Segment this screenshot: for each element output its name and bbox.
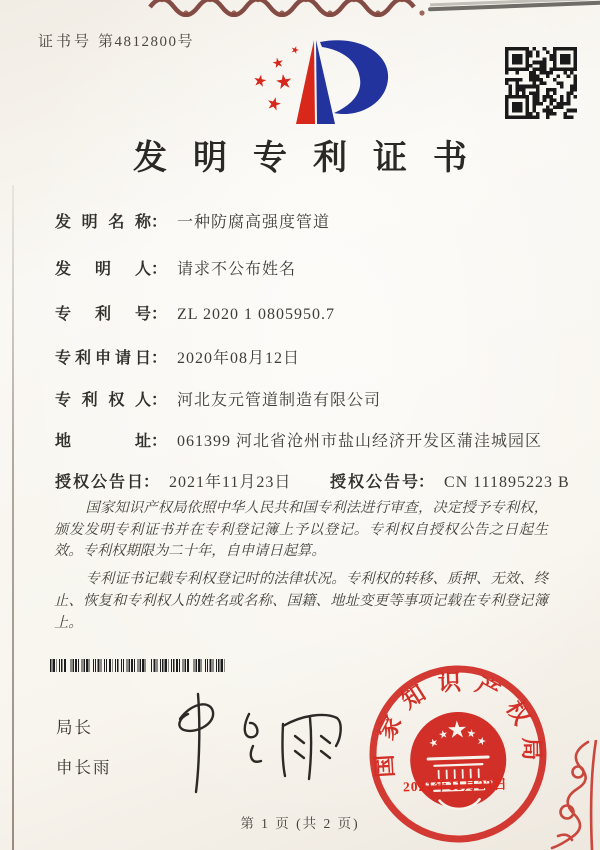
field-value: 一种防腐高强度管道 bbox=[177, 214, 331, 231]
field-invention-name bbox=[55, 209, 330, 231]
field-label: 专利申请日 bbox=[55, 350, 151, 367]
field-colon: ： bbox=[151, 350, 168, 367]
field-label: 发明人 bbox=[55, 261, 151, 278]
page-number: 第 1 页 (共 2 页) bbox=[240, 816, 360, 831]
field-patent-number bbox=[55, 301, 335, 323]
field-colon: ： bbox=[418, 474, 435, 491]
handwritten-signature-icon bbox=[152, 688, 352, 800]
field-value: CN 111895223 B bbox=[444, 474, 570, 491]
signer-title: 局长 bbox=[56, 718, 93, 737]
cnipa-logo-icon bbox=[238, 34, 404, 128]
field-label: 发明名称 bbox=[55, 214, 151, 231]
field-colon: ： bbox=[151, 306, 168, 323]
qr-code bbox=[505, 47, 577, 119]
field-inventor bbox=[55, 256, 296, 278]
field-value: 2021年11月23日 bbox=[169, 474, 292, 491]
certificate-number bbox=[38, 30, 194, 51]
certificate-number-label: 证书号 bbox=[38, 34, 93, 50]
signer-name: 申长雨 bbox=[56, 758, 112, 777]
field-label: 授权公告号 bbox=[330, 474, 418, 491]
signer-block bbox=[56, 714, 112, 794]
field-address bbox=[55, 428, 542, 450]
field-value: 2020年08月12日 bbox=[177, 350, 301, 367]
field-colon: ： bbox=[151, 214, 168, 231]
top-border-ornament-icon bbox=[148, 0, 430, 17]
field-colon: ： bbox=[151, 433, 168, 450]
field-grant-number bbox=[330, 469, 570, 491]
legal-paragraph-1: 国家知识产权局依照中华人民共和国专利法进行审查，决定授予专利权，颁发发明专利证书并在专利登记簿上予以登记。专利权自授权公告之日起生效。专利权期限为二十年，自申请日起算。 bbox=[54, 500, 548, 560]
field-label: 专利权人 bbox=[55, 392, 151, 409]
field-label: 地址 bbox=[55, 433, 151, 450]
field-colon: ： bbox=[143, 474, 160, 491]
field-grant-date bbox=[55, 469, 291, 491]
certificate-title: 发明专利证书 bbox=[133, 140, 493, 177]
seal-date-stamp: 2021年11月23日 bbox=[402, 776, 508, 795]
field-filing-date bbox=[55, 345, 300, 367]
field-value: 061399 河北省沧州市盐山经济开发区蒲洼城园区 bbox=[177, 433, 543, 450]
bottom-right-border-ornament-icon bbox=[536, 740, 600, 850]
legal-text-block bbox=[54, 498, 548, 640]
barcode bbox=[50, 659, 226, 672]
field-label: 授权公告日 bbox=[55, 474, 143, 491]
legal-paragraph-2: 专利证书记载专利权登记时的法律状况。专利权的转移、质押、无效、终止、恢复和专利权人的姓名或名称、国籍、地址变更等事项记载在专利登记簿上。 bbox=[54, 571, 548, 631]
certificate-number-value: 第4812800号 bbox=[98, 34, 195, 50]
seal-text: 国家知识产权局 bbox=[371, 669, 545, 779]
field-colon: ： bbox=[151, 261, 168, 278]
field-label: 专利号 bbox=[55, 306, 151, 323]
page-left-edge-line bbox=[12, 185, 14, 850]
field-patentee bbox=[55, 387, 381, 409]
field-colon: ： bbox=[151, 392, 168, 409]
field-value: ZL 2020 1 0805950.7 bbox=[177, 306, 335, 323]
field-value: 请求不公布姓名 bbox=[177, 261, 297, 278]
field-value: 河北友元管道制造有限公司 bbox=[177, 392, 382, 409]
